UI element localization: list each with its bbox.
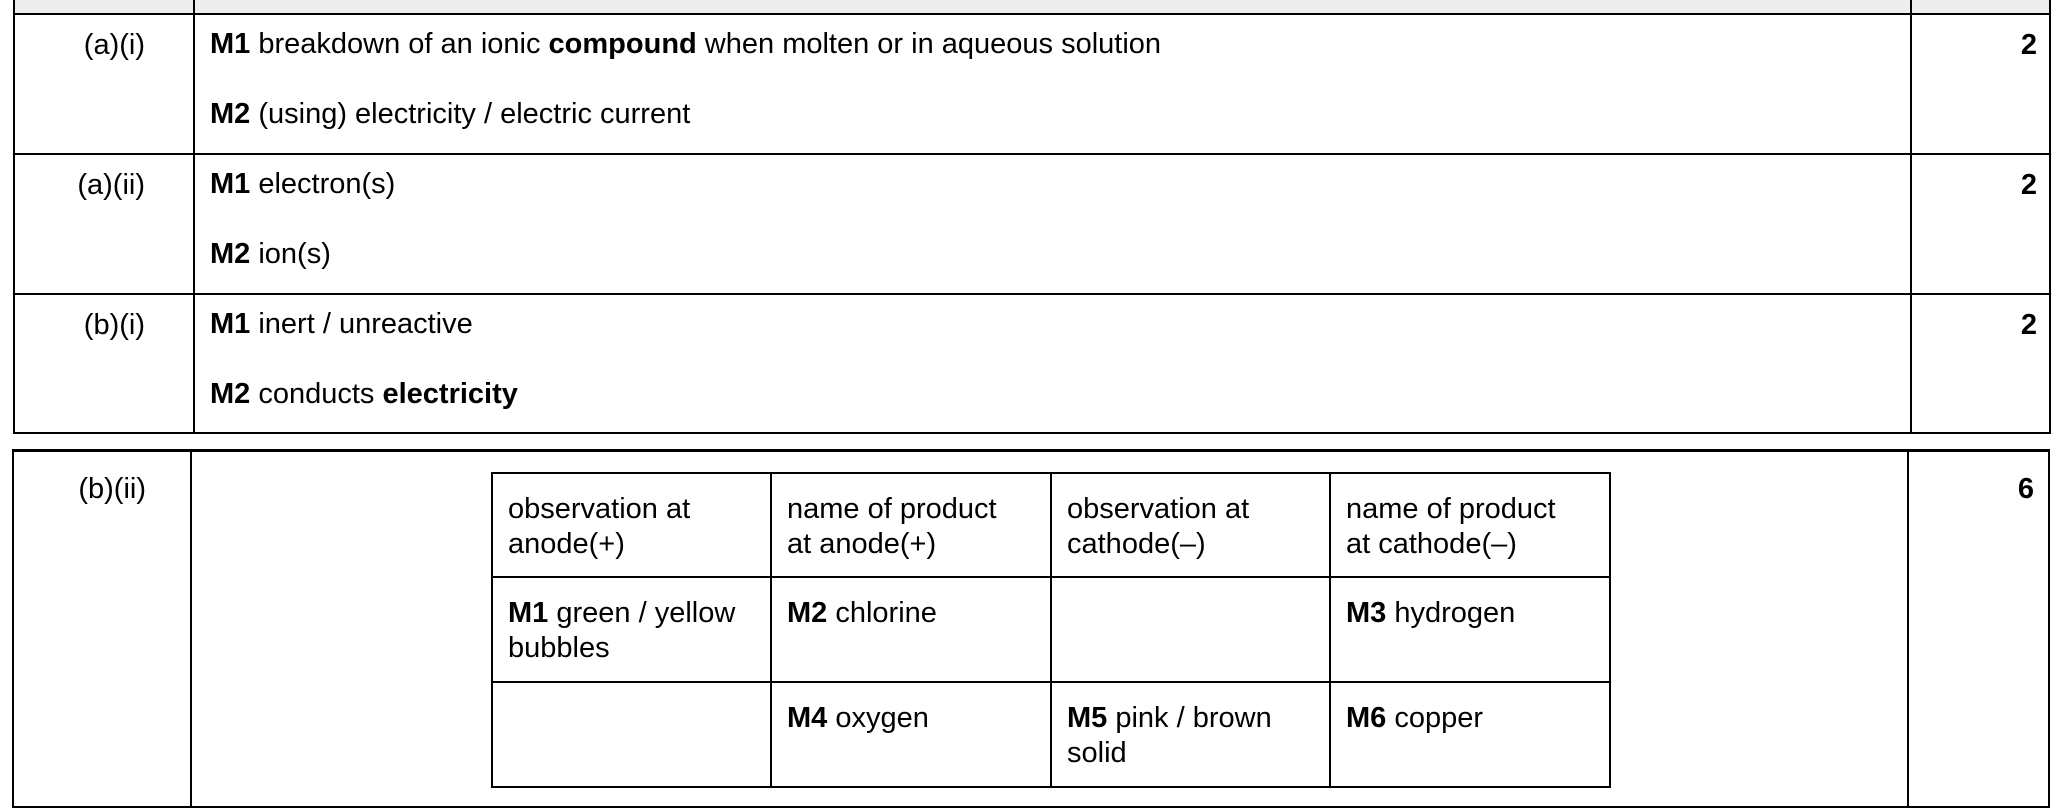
cell-line	[787, 596, 1036, 631]
table-cell	[1330, 577, 1610, 682]
header-line: observation at	[508, 493, 691, 525]
table-cell	[771, 682, 1051, 787]
mark-code: M1	[210, 168, 251, 200]
cell-line	[508, 596, 756, 631]
keyword: electricity	[382, 378, 518, 410]
cell-text: hydrogen	[1386, 597, 1516, 629]
answer-line	[210, 169, 1910, 199]
answer-text: ion(s)	[250, 238, 331, 270]
marks-value: 2	[1911, 154, 2050, 294]
column-divider	[1907, 452, 1909, 808]
header-line: cathode(–)	[1067, 528, 1206, 560]
mark-code: M4	[787, 702, 828, 734]
part-b-ii-section	[12, 449, 2050, 808]
answer-text: electron(s)	[250, 168, 396, 200]
table-row	[14, 14, 2050, 154]
table-row	[14, 294, 2050, 433]
answer-text: (using) electricity / electric current	[250, 98, 691, 130]
column-header	[1330, 473, 1610, 577]
mark-code: M2	[210, 378, 251, 410]
table-cell	[1330, 682, 1610, 787]
cell-text: copper	[1386, 702, 1484, 734]
column-header	[492, 473, 771, 577]
mark-scheme-table	[13, 13, 2051, 434]
cell-line	[1346, 701, 1595, 736]
answer-line	[210, 379, 1910, 409]
mark-code: M1	[508, 597, 549, 629]
column-divider	[190, 452, 192, 808]
header-line: at anode(+)	[787, 528, 937, 560]
cell-text: pink / brown	[1107, 702, 1272, 734]
table-header-row	[492, 473, 1610, 577]
table-row	[492, 577, 1610, 682]
table-cell	[1051, 682, 1330, 787]
electrolysis-products-table	[491, 472, 1611, 788]
cell-line	[787, 701, 1036, 736]
cell-text: green / yellow	[548, 597, 736, 629]
cell-line	[1067, 701, 1315, 736]
question-number: (a)(ii)	[14, 154, 194, 294]
answer-text: breakdown of an ionic	[250, 28, 549, 60]
question-number: (a)(i)	[14, 14, 194, 154]
header-line: name of product	[1346, 493, 1556, 525]
mark-code: M2	[210, 238, 251, 270]
answer-line	[210, 99, 1910, 129]
table-cell	[771, 577, 1051, 682]
mark-code: M6	[1346, 702, 1387, 734]
header-line: name of product	[787, 493, 997, 525]
column-header	[1051, 473, 1330, 577]
keyword: compound	[548, 28, 697, 60]
mark-code: M2	[210, 98, 251, 130]
mark-code: M5	[1067, 702, 1108, 734]
answer-cell	[194, 294, 1911, 433]
header-line: at cathode(–)	[1346, 528, 1517, 560]
answer-cell	[194, 154, 1911, 294]
mark-code: M1	[210, 308, 251, 340]
mark-code: M2	[787, 597, 828, 629]
column-header	[771, 473, 1051, 577]
header-line: anode(+)	[508, 528, 625, 560]
table-row	[492, 682, 1610, 787]
answer-text: conducts	[250, 378, 383, 410]
table-cell	[1051, 577, 1330, 682]
mark-code: M3	[1346, 597, 1387, 629]
table-cell	[492, 682, 771, 787]
table-cell	[492, 577, 771, 682]
answer-line	[210, 239, 1910, 269]
header-divider	[2049, 0, 2051, 13]
answer-text: inert / unreactive	[250, 308, 473, 340]
table-row	[14, 154, 2050, 294]
answer-line	[210, 309, 1910, 339]
header-line: observation at	[1067, 493, 1250, 525]
header-divider	[193, 0, 195, 13]
cell-text: solid	[1067, 737, 1127, 769]
marks-value: 2	[1911, 294, 2050, 433]
mark-code: M1	[210, 28, 251, 60]
cell-text: chlorine	[827, 597, 937, 629]
marks-value: 2	[1911, 14, 2050, 154]
header-divider	[1910, 0, 1912, 13]
cell-line	[1346, 596, 1595, 631]
cell-text: oxygen	[827, 702, 929, 734]
question-number: (b)(ii)	[78, 473, 146, 505]
cell-text: bubbles	[508, 632, 610, 664]
header-divider	[13, 0, 15, 13]
answer-line	[210, 29, 1910, 59]
marks-value: 6	[2017, 473, 2034, 505]
answer-text: when molten or in aqueous solution	[696, 28, 1162, 60]
answer-cell	[194, 14, 1911, 154]
question-number: (b)(i)	[14, 294, 194, 433]
